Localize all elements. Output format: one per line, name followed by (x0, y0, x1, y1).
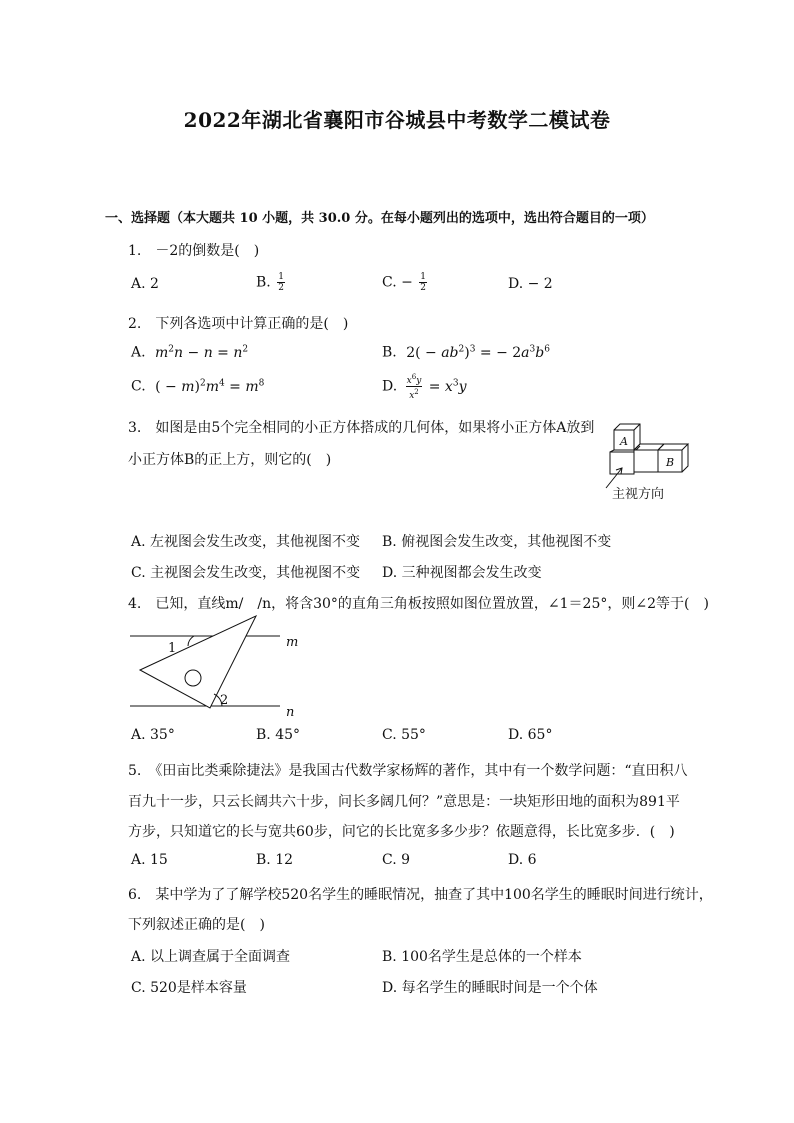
line-m-label: m (286, 635, 299, 650)
question-2-option-a: A. $m^2n - n = n^2$ (131, 344, 249, 361)
question-3-option-c: C. 主视图会发生改变，其他视图不变 (131, 565, 361, 581)
question-5-option-c: C. 9 (382, 852, 411, 868)
figure-caption: 主视方向 (612, 487, 665, 502)
question-6-option-d: D. 每名学生的睡眠时间是一个个体 (382, 980, 598, 996)
question-4-option-d: D. 65° (508, 727, 553, 743)
angle-2-label: 2 (220, 693, 229, 708)
triangle-figure (126, 612, 306, 722)
angle-1-label: 1 (168, 641, 177, 656)
question-3-line-2: 小正方体B的正上方，则它的( ) (128, 452, 332, 468)
page-title: 2022年湖北省襄阳市谷城县中考数学二模试卷 (183, 108, 611, 132)
section-heading: 一、选择题（本大题共 10 小题，共 30.0 分。在每小题列出的选项中，选出符合题目的一项） (105, 211, 654, 226)
question-5-option-b: B. 12 (256, 852, 294, 868)
question-1-option-d: D. − 2 (508, 276, 553, 292)
question-6-option-c: C. 520是样本容量 (131, 980, 247, 996)
question-4-option-b: B. 45° (256, 727, 301, 743)
question-3-line-1: 3. 如图是由5个完全相同的小正方体搭成的几何体，如果将小正方体A放到 (128, 420, 595, 436)
question-2-option-d: D. $\frac{x^6y}{x^2}$ = $x^3y$ (382, 373, 467, 401)
question-5-line-2: 百九十一步，只云长阔共六十步，问长多阔几何？”意思是：一块矩形田地的面积为891平 (128, 794, 680, 810)
question-4-stem: 4. 已知，直线m/ /n，将含30°的直角三角板按照如图位置放置，∠1＝25°，则∠2等于( ) (128, 596, 709, 612)
question-1-option-a: A. 2 (131, 276, 159, 292)
question-6-option-a: A. 以上调查属于全面调查 (131, 949, 291, 965)
question-6-line-2: 下列叙述正确的是( ) (128, 917, 265, 933)
question-6-option-b: B. 100名学生是总体的一个样本 (382, 949, 582, 965)
question-1-option-b: B. $\frac{1}{2}$ (256, 272, 284, 293)
question-4-option-a: A. 35° (131, 727, 175, 743)
question-1-stem: 1. －2的倒数是( ) (128, 243, 260, 259)
question-4-option-c: C. 55° (382, 727, 426, 743)
line-n-label: n (286, 705, 295, 720)
question-5-option-d: D. 6 (508, 852, 537, 868)
question-3-option-d: D. 三种视图都会发生改变 (382, 565, 542, 581)
fraction: $\frac{1}{2}$ (420, 272, 427, 293)
question-5-line-1: 5. 《田亩比类乘除捷法》是我国古代数学家杨辉的著作，其中有一个数学问题：“直田积八 (128, 763, 688, 779)
cube-b-label: B (666, 456, 675, 469)
fraction: $\frac{1}{2}$ (278, 272, 284, 293)
question-3-option-b: B. 俯视图会发生改变，其他视图不变 (382, 534, 612, 550)
question-1-option-c: C. − $\frac{1}{2}$ (382, 272, 427, 293)
question-2-option-b: B. $2( - ab^2)^3$ = − $2a^3b^6$ (382, 344, 550, 361)
question-5-option-a: A. 15 (131, 852, 168, 868)
question-6-line-1: 6. 某中学为了了解学校520名学生的睡眠情况，抽查了其中100名学生的睡眠时间进行统计， (128, 887, 713, 903)
question-2-option-c: C. ( − $m)^2m^4 = m^8$ (131, 378, 265, 395)
question-2-stem: 2. 下列各选项中计算正确的是( ) (128, 316, 349, 332)
cube-a-label: A (620, 435, 628, 448)
question-3-option-a: A. 左视图会发生改变，其他视图不变 (131, 534, 361, 550)
question-5-line-3: 方步，只知道它的长与宽共60步，问它的长比宽多多少步？依题意得，长比宽多步．( ) (128, 824, 675, 840)
